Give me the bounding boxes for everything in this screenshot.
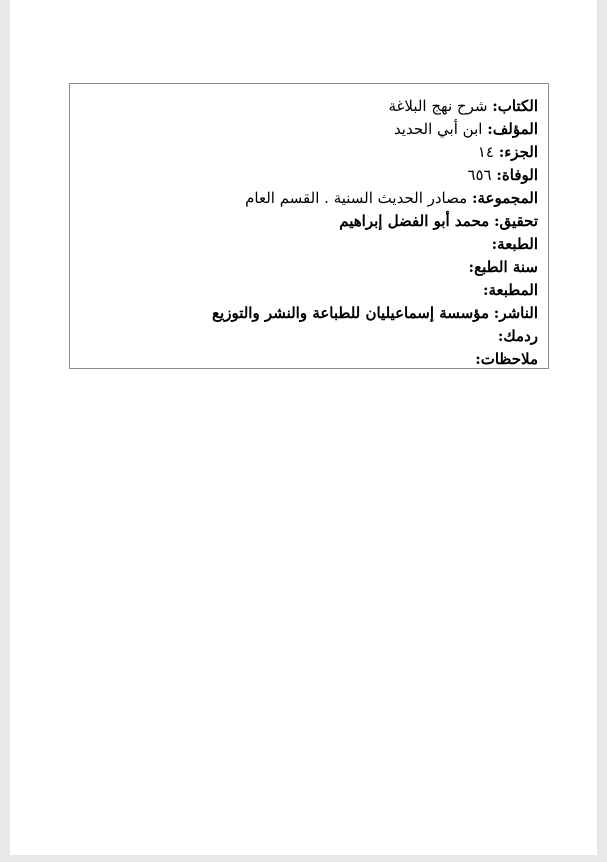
editor-value: محمد أبو الفضل إبراهيم: [339, 212, 490, 230]
author-value: ابن أبي الحديد: [393, 120, 483, 138]
publisher-value: مؤسسة إسماعيليان للطباعة والنشر والتوزيع: [212, 304, 489, 322]
publisher-row: [80, 302, 538, 325]
print-year-label: سنة الطبع:: [468, 258, 538, 276]
isbn-label: ردمك:: [497, 327, 538, 345]
notes-label: ملاحظات:: [475, 350, 538, 368]
press-row: [80, 279, 538, 302]
death-year-row: [80, 164, 538, 187]
book-title-value: شرح نهج البلاغة: [388, 97, 488, 115]
author-label: المؤلف:: [487, 120, 538, 138]
book-title-row: [80, 95, 538, 118]
volume-row: [80, 141, 538, 164]
editor-label: تحقيق:: [493, 212, 538, 230]
book-info-card: [69, 83, 549, 369]
publisher-label: الناشر:: [493, 304, 538, 322]
press-label: المطبعة:: [482, 281, 538, 299]
document-page: [10, 0, 597, 855]
volume-label: الجزء:: [498, 143, 538, 161]
edition-label: الطبعة:: [491, 235, 538, 253]
volume-value: ١٤: [477, 143, 494, 161]
notes-row: [80, 348, 538, 371]
death-year-label: الوفاة:: [496, 166, 538, 184]
edition-row: [80, 233, 538, 256]
collection-row: [80, 187, 538, 210]
author-row: [80, 118, 538, 141]
editor-row: [80, 210, 538, 233]
isbn-row: [80, 325, 538, 348]
book-title-label: الكتاب:: [492, 97, 538, 115]
death-year-value: ٦٥٦: [467, 166, 492, 184]
collection-value: مصادر الحديث السنية . القسم العام: [245, 189, 468, 207]
collection-label: المجموعة:: [471, 189, 538, 207]
print-year-row: [80, 256, 538, 279]
